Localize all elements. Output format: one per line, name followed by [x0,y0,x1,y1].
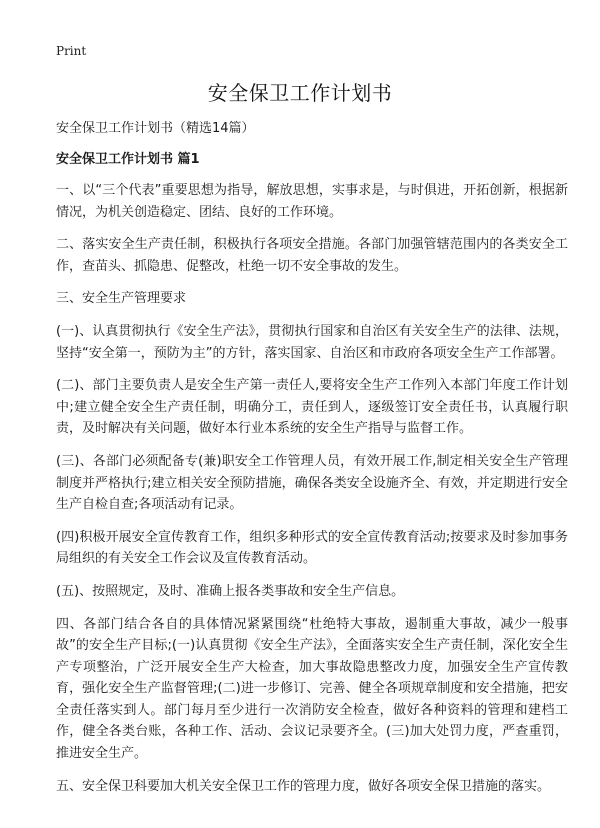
document-title: 安全保卫工作计划书 [207,81,393,105]
print-label: Print [56,44,87,58]
paragraph-6: (三)、各部门必须配备专(兼)职安全工作管理人员，有效开展工作,制定相关安全生产管理制度并严格执行;建立相关安全预防措施，确保各类安全设施齐全、有效，并定期进行安全生产自检自查;各项活动有记录。 [56,453,568,513]
paragraph-5: (二)、部门主要负责人是安全生产第一责任人,要将安全生产工作列入本部门年度工作计划中;建立健全安全生产责任制，明确分工，责任到人，逐级签订安全责任书，认真履行职责，及时解决有关问题，做好本行业本系统的安全生产指导与监督工作。 [56,378,568,437]
paragraph-2: 二、落实安全生产责任制，积极执行各项安全措施。各部门加强管辖范围内的各类安全工作，查苗头、抓隐患、促整改，杜绝一切不安全事故的发生。 [56,237,568,274]
document-body [56,180,568,808]
paragraph-8: (五)、按照规定，及时、准确上报各类事故和安全生产信息。 [56,583,405,599]
paragraph-1: 一、以“三个代表”重要思想为指导，解放思想，实事求是，与时俱进，开拓创新，根据新情况，为机关创造稳定、团结、良好的工作环境。 [56,183,568,220]
paragraph-7: (四)积极开展安全宣传教育工作，组织多种形式的安全宣传教育活动;按要求及时参加事务局组织的有关安全工作会议及宣传教育活动。 [56,529,568,567]
document-subtitle: 安全保卫工作计划书（精选14篇） [56,121,255,136]
paragraph-10: 五、安全保卫科要加大机关安全保卫工作的管理力度，做好各项安全保卫措施的落实。 [56,778,551,794]
section-heading: 安全保卫工作计划书 篇1 [56,152,200,167]
paragraph-4: (一)、认真贯彻执行《安全生产法》，贯彻执行国家和自治区有关安全生产的法律、法规，坚持“安全第一，预防为主”的方针，落实国家、自治区和市政府各项安全生产工作部署。 [56,323,568,361]
paragraph-9: 四、各部门结合各自的具体情况紧紧围绕“杜绝特大事故，遏制重大事故，减少一般事故”的安全生产目标;(一)认真贯彻《安全生产法》，全面落实安全生产责任制，深化安全生产专项整治，广泛开展安全生产大检查，加大事故隐患整改力度，加强安全生产宣传教育，强化安全生产监督管理;(二)进一步修订、完善、健全各项规章制度和安全措施，把安全责任落实到人。部门每月至少进行一次消防安全检查，做好各种资料的管理和建档工作，健全各类台账，各种工作、活动、会议记录要齐全。(三)加大处罚力度，严查重罚，推进安全生产。 [56,616,568,762]
paragraph-3: 三、安全生产管理要求 [56,291,187,307]
